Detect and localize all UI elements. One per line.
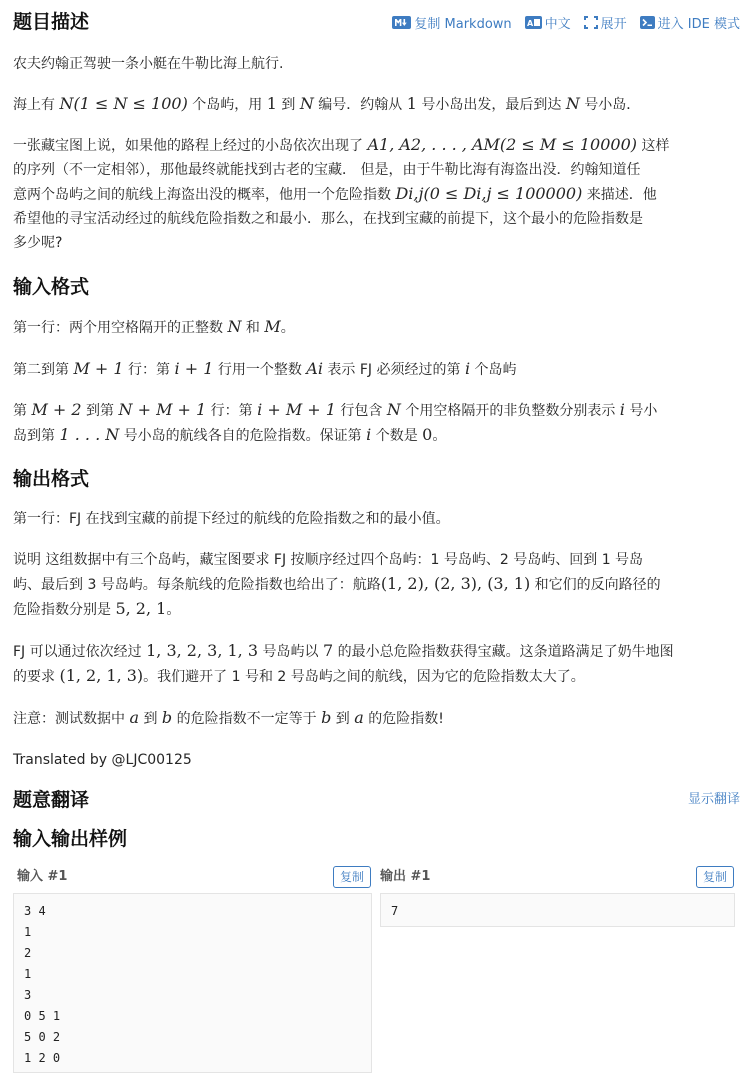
expand-icon bbox=[584, 16, 598, 29]
copy-output-button[interactable]: 复制 bbox=[696, 866, 734, 888]
output-format-line-1: 第一行：FJ 在找到宝藏的前提下经过的航线的危险指数之和的最小值。 bbox=[13, 511, 450, 527]
show-translation-link[interactable]: 显示翻译 bbox=[687, 792, 740, 807]
svg-text:A: A bbox=[526, 18, 533, 28]
input-format-heading: 输入格式 bbox=[13, 276, 90, 298]
expand-label: 展开 bbox=[600, 16, 627, 32]
sample-output-code: 7 bbox=[380, 893, 735, 927]
ide-mode-button[interactable] bbox=[640, 13, 740, 32]
output-format-explanation: 说明 这组数据中有三个岛屿，藏宝图要求 FJ 按顺序经过四个岛屿：1 号岛屿、2 号岛屿、回到 1 号岛 屿、最后到 3 号岛屿。每条航线的危险指数也给出了：航路(1, 2), (2, 3), (3, 1) 和它们的反向路径的 危险指数分别是 5, 2, 1。 bbox=[13, 552, 661, 618]
copy-markdown-button[interactable] bbox=[392, 13, 511, 32]
copy-input-button[interactable]: 复制 bbox=[333, 866, 371, 888]
samples-heading: 输入输出样例 bbox=[13, 828, 128, 850]
input-format-line-2: 第二到第 M + 1 行：第 i + 1 行用一个整数 Ai 表示 FJ 必须经过的第 i 个岛屿 bbox=[13, 359, 517, 378]
description-header bbox=[13, 7, 740, 37]
markdown-icon bbox=[392, 16, 411, 29]
input-format-line-3: 第 M + 2 到第 N + M + 1 行：第 i + M + 1 行包含 N 个用空格隔开的非负整数分别表示 i 号小 岛到第 1 . . . N 号小岛的航线各自的危险指数。保证第 i 个数是 0。 bbox=[13, 400, 658, 444]
terminal-icon bbox=[640, 16, 655, 29]
samples-header bbox=[13, 824, 740, 854]
output-format-note: 注意：测试数据中 a 到 b 的危险指数不一定等于 b 到 a 的危险指数! bbox=[13, 708, 444, 727]
input-format-line-1: 第一行：两个用空格隔开的正整数 N 和 M。 bbox=[13, 317, 295, 336]
output-format-path: FJ 可以通过依次经过 1, 3, 2, 3, 1, 3 号岛屿以 7 的最小总危险指数获得宝藏。这条道路满足了奶牛地图 的要求 (1, 2, 1, 3)。我们避开了 1 号和 2 号岛屿之间的航线，因为它的危险指数太大了。 bbox=[13, 641, 674, 685]
expand-button[interactable] bbox=[584, 13, 627, 32]
description-paragraph-1: 农夫约翰正驾驶一条小艇在牛勒比海上航行. bbox=[13, 56, 284, 72]
language-label: 中文 bbox=[544, 16, 571, 32]
input-format-header bbox=[13, 272, 740, 302]
translate-icon bbox=[525, 16, 542, 29]
output-format-heading: 输出格式 bbox=[13, 468, 90, 490]
sample-output-label: 输出 #1 bbox=[380, 869, 431, 884]
translation-header bbox=[13, 785, 740, 815]
output-format-header bbox=[13, 464, 740, 494]
language-button[interactable] bbox=[525, 13, 571, 32]
translation-heading: 题意翻译 bbox=[13, 789, 90, 811]
toolbar bbox=[392, 7, 740, 37]
copy-markdown-label: 复制 Markdown bbox=[414, 16, 512, 32]
translated-by: Translated by @LJC00125 bbox=[13, 752, 192, 768]
ide-mode-label: 进入 IDE 模式 bbox=[657, 16, 740, 32]
description-heading: 题目描述 bbox=[13, 11, 90, 33]
description-paragraph-2: 海上有 N(1 ≤ N ≤ 100) 个岛屿，用 1 到 N 编号．约翰从 1 号小岛出发，最后到达 N 号小岛． bbox=[13, 94, 641, 113]
sample-input-label: 输入 #1 bbox=[17, 869, 68, 884]
description-paragraph-3: 一张藏宝图上说，如果他的路程上经过的小岛依次出现了 A1, A2, . . . , AM(2 ≤ M ≤ 10000) 这样 的序列（不一定相邻），那他最终就能找到古老的宝藏． 但是，由于牛勒比海有海盗出没．约翰知道任 意两个岛屿之间的航线上海盗出没的概率，他用一个危险指数 Di,j(0 ≤ Di,j ≤ 100000) 来描述．他 希望他的寻宝活动经过的航线危险指数之和最小．那么，在找到宝藏的前提下，这个最小的危险指数是 多少呢? bbox=[13, 135, 670, 251]
sample-input-code: 3 4 1 2 1 3 0 5 1 5 0 2 1 2 0 bbox=[13, 893, 372, 1073]
